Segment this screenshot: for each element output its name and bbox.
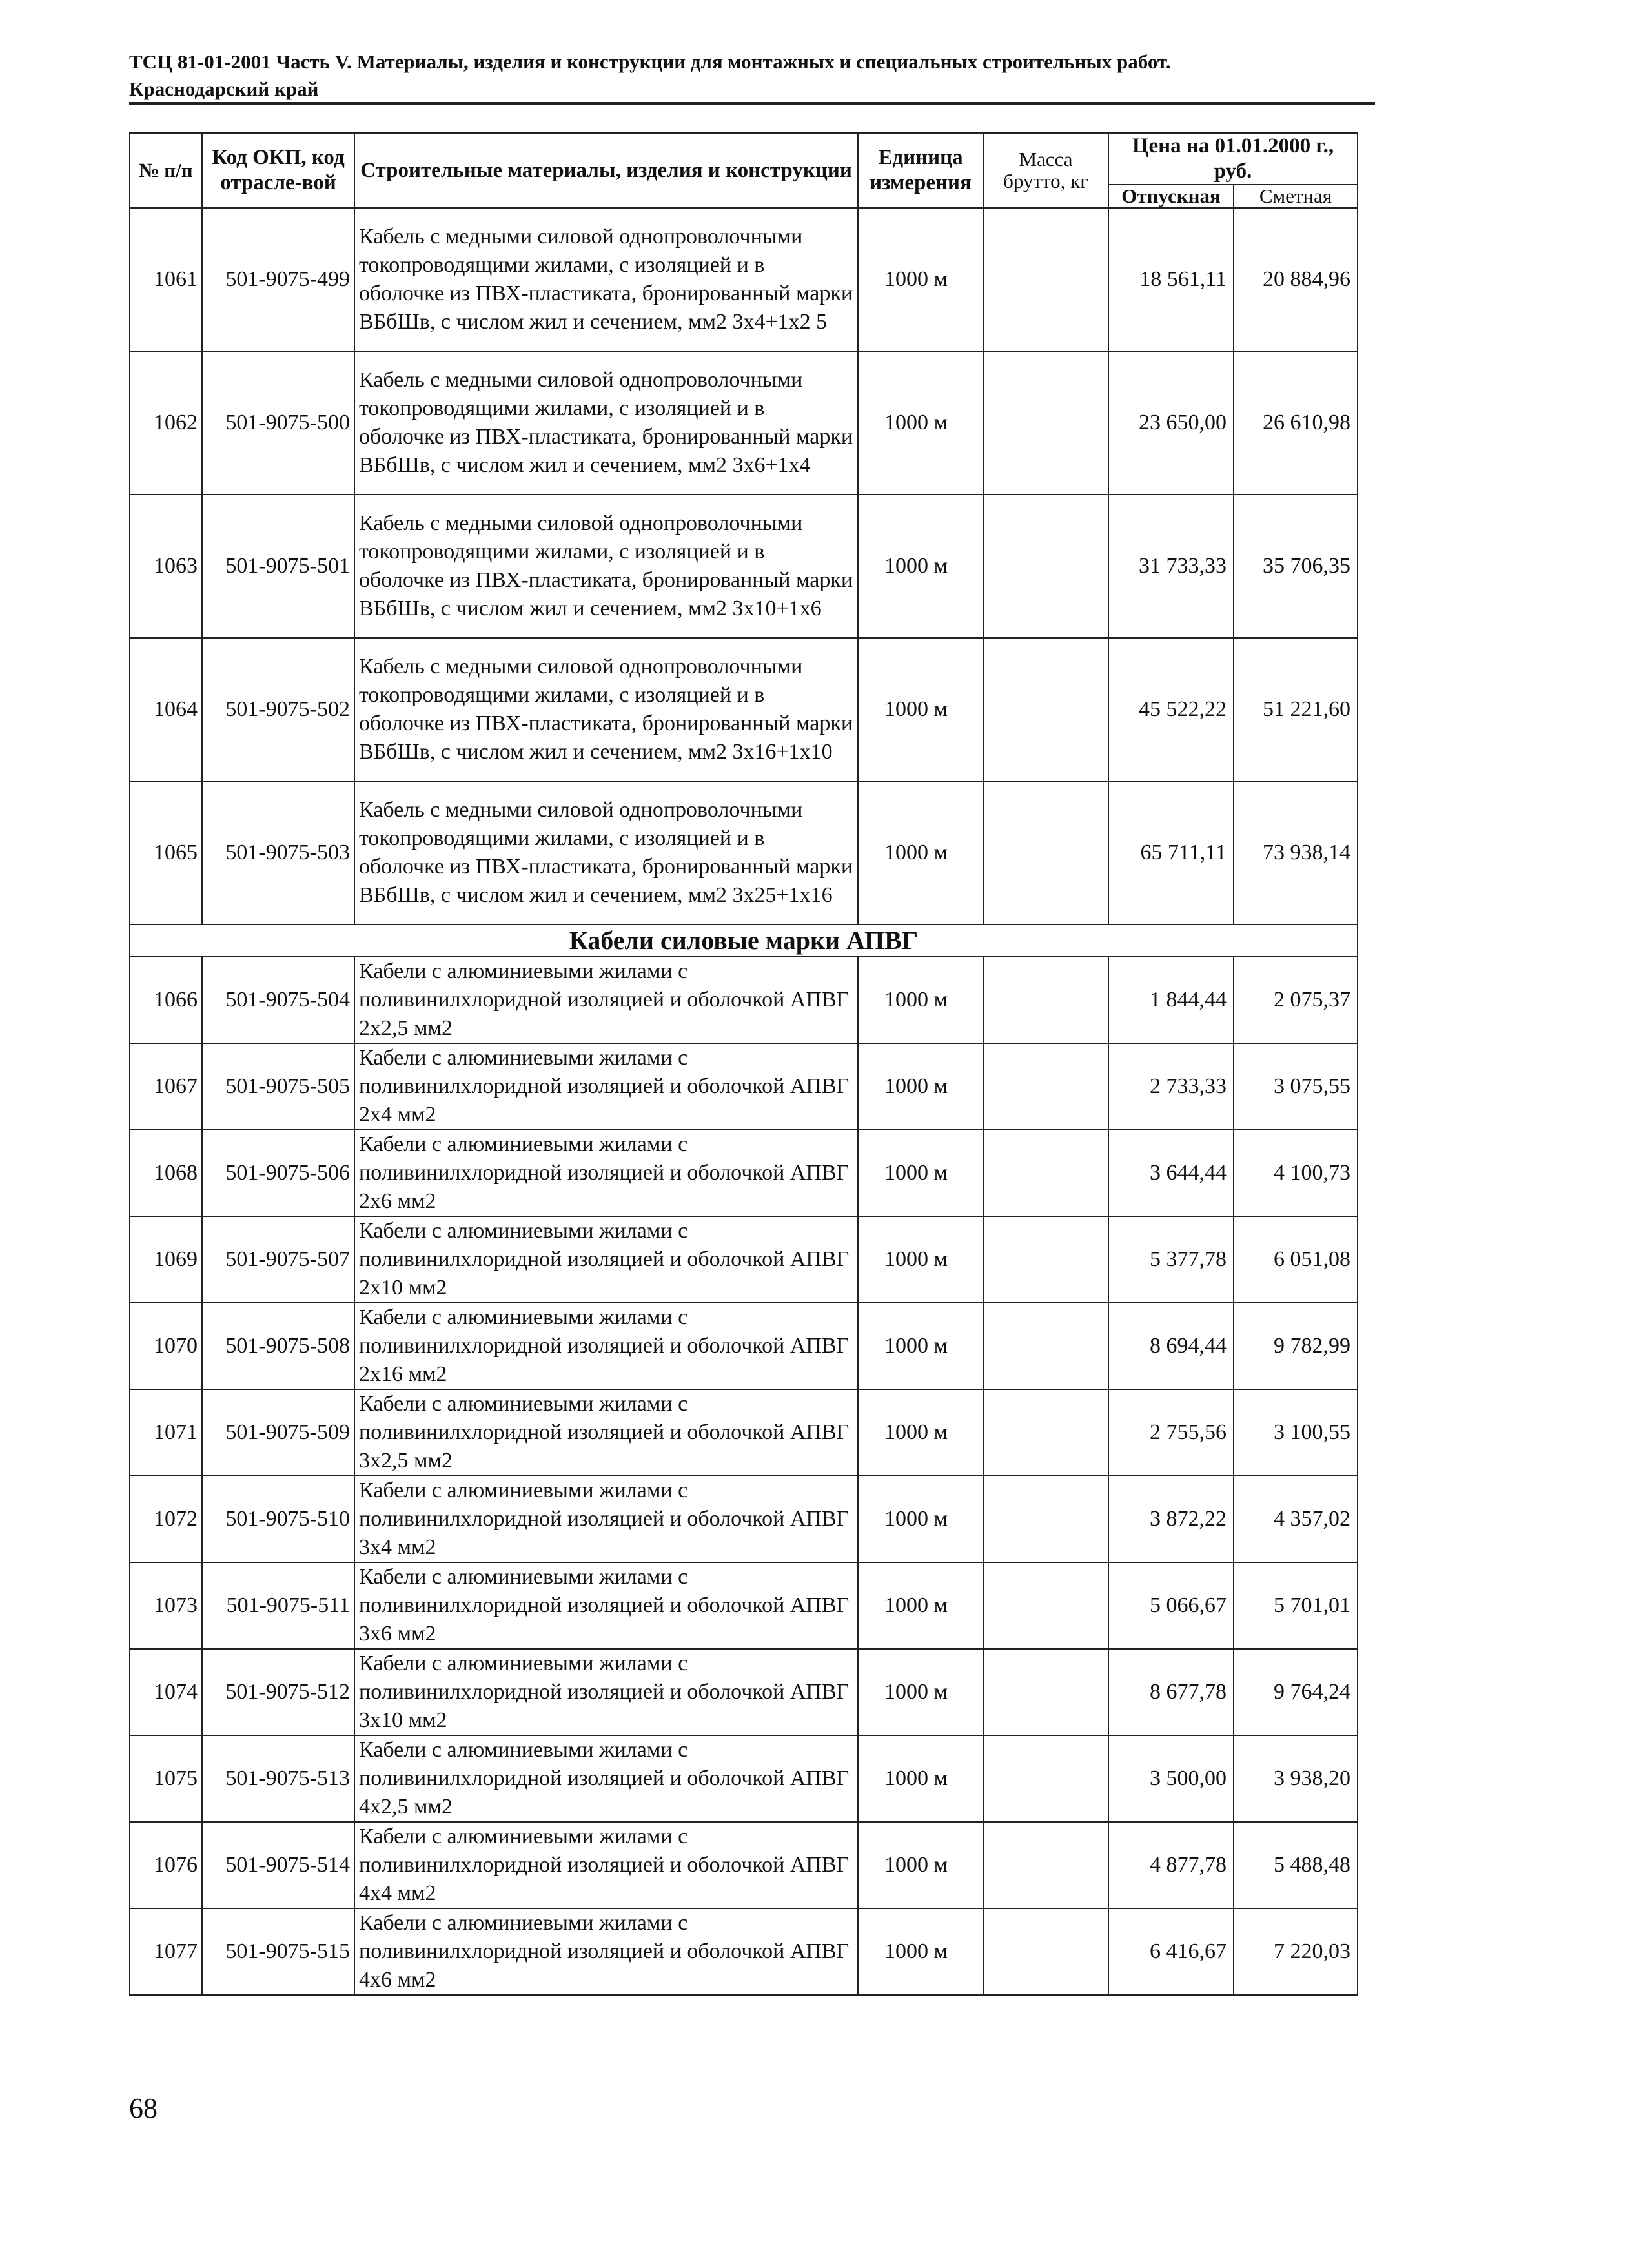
row-mass [983,1303,1108,1389]
col-header-unit: Единица измерения [858,133,983,208]
row-mass [983,1735,1108,1822]
row-price-estimate: 26 610,98 [1234,351,1358,495]
row-number: 1062 [130,351,202,495]
row-description: Кабели с алюминиевыми жилами с поливинилхлоридной изоляцией и оболочкой АПВГ 3х6 мм2 [354,1562,858,1649]
row-price-estimate: 4 357,02 [1234,1476,1358,1562]
row-unit: 1000 м [858,351,983,495]
row-number: 1075 [130,1735,202,1822]
price-table [129,132,1358,1996]
row-code: 501-9075-501 [202,495,354,638]
table-row [130,495,1358,638]
section-row [130,925,1358,957]
row-price-estimate: 5 488,48 [1234,1822,1358,1908]
row-description: Кабель с медными силовой однопроволочными токопроводящими жилами, с изоляцией и в оболочке из ПВХ-пластиката, бронированный марки ВБбШв, с числом жил и сечением, мм2 3х4+1х2 5 [354,208,858,351]
row-description: Кабели с алюминиевыми жилами с поливинилхлоридной изоляцией и оболочкой АПВГ 2х16 мм2 [354,1303,858,1389]
col-header-name: Строительные материалы, изделия и конструкции [354,133,858,208]
row-price-estimate: 6 051,08 [1234,1216,1358,1303]
row-code: 501-9075-515 [202,1908,354,1995]
row-mass [983,1216,1108,1303]
row-unit: 1000 м [858,1389,983,1476]
row-price-release: 3 872,22 [1108,1476,1234,1562]
row-price-release: 65 711,11 [1108,781,1234,925]
row-code: 501-9075-510 [202,1476,354,1562]
row-unit: 1000 м [858,495,983,638]
row-code: 501-9075-514 [202,1822,354,1908]
row-code: 501-9075-499 [202,208,354,351]
row-unit: 1000 м [858,1303,983,1389]
table-row [130,1303,1358,1389]
row-description: Кабель с медными силовой однопроволочными токопроводящими жилами, с изоляцией и в оболочке из ПВХ-пластиката, бронированный марки ВБбШв, с числом жил и сечением, мм2 3х25+1х16 [354,781,858,925]
row-price-release: 4 877,78 [1108,1822,1234,1908]
row-number: 1068 [130,1130,202,1216]
row-mass [983,1130,1108,1216]
row-description: Кабели с алюминиевыми жилами с поливинилхлоридной изоляцией и оболочкой АПВГ 4х6 мм2 [354,1908,858,1995]
table-row [130,1822,1358,1908]
row-code: 501-9075-508 [202,1303,354,1389]
row-mass [983,957,1108,1043]
row-code: 501-9075-509 [202,1389,354,1476]
row-price-release: 3 644,44 [1108,1130,1234,1216]
table-row [130,1735,1358,1822]
row-price-release: 6 416,67 [1108,1908,1234,1995]
row-unit: 1000 м [858,957,983,1043]
table-head [130,133,1358,208]
row-price-estimate: 2 075,37 [1234,957,1358,1043]
table-row [130,638,1358,781]
row-number: 1067 [130,1043,202,1130]
row-unit: 1000 м [858,638,983,781]
col-header-num: № п/п [130,133,202,208]
row-description: Кабели с алюминиевыми жилами с поливинилхлоридной изоляцией и оболочкой АПВГ 2х4 мм2 [354,1043,858,1130]
row-price-release: 1 844,44 [1108,957,1234,1043]
row-price-release: 5 066,67 [1108,1562,1234,1649]
col-header-mass: Масса брутто, кг [983,133,1108,208]
row-description: Кабели с алюминиевыми жилами с поливинилхлоридной изоляцией и оболочкой АПВГ 2х2,5 мм2 [354,957,858,1043]
table-row [130,1130,1358,1216]
row-description: Кабели с алюминиевыми жилами с поливинилхлоридной изоляцией и оболочкой АПВГ 3х4 мм2 [354,1476,858,1562]
table-row [130,781,1358,925]
row-mass [983,208,1108,351]
row-price-estimate: 3 938,20 [1234,1735,1358,1822]
row-mass [983,1822,1108,1908]
row-price-release: 5 377,78 [1108,1216,1234,1303]
row-price-estimate: 35 706,35 [1234,495,1358,638]
row-code: 501-9075-502 [202,638,354,781]
row-description: Кабели с алюминиевыми жилами с поливинилхлоридной изоляцией и оболочкой АПВГ 3х2,5 мм2 [354,1389,858,1476]
row-price-estimate: 51 221,60 [1234,638,1358,781]
row-price-estimate: 73 938,14 [1234,781,1358,925]
row-price-release: 31 733,33 [1108,495,1234,638]
row-number: 1071 [130,1389,202,1476]
row-description: Кабели с алюминиевыми жилами с поливинилхлоридной изоляцией и оболочкой АПВГ 2х10 мм2 [354,1216,858,1303]
header-region: Краснодарский край [129,77,319,100]
row-code: 501-9075-513 [202,1735,354,1822]
row-price-estimate: 20 884,96 [1234,208,1358,351]
row-mass [983,1389,1108,1476]
row-mass [983,495,1108,638]
row-number: 1063 [130,495,202,638]
table-row [130,208,1358,351]
row-mass [983,1476,1108,1562]
table-row [130,1043,1358,1130]
row-mass [983,781,1108,925]
row-unit: 1000 м [858,1216,983,1303]
row-price-estimate: 9 764,24 [1234,1649,1358,1735]
row-price-release: 18 561,11 [1108,208,1234,351]
row-mass [983,1562,1108,1649]
row-price-release: 45 522,22 [1108,638,1234,781]
row-number: 1069 [130,1216,202,1303]
row-description: Кабель с медными силовой однопроволочными токопроводящими жилами, с изоляцией и в оболочке из ПВХ-пластиката, бронированный марки ВБбШв, с числом жил и сечением, мм2 3х16+1х10 [354,638,858,781]
col-header-code: Код ОКП, код отрасле-вой [202,133,354,208]
col-header-price-group: Цена на 01.01.2000 г., руб. [1108,133,1358,185]
row-unit: 1000 м [858,1822,983,1908]
row-number: 1064 [130,638,202,781]
table-row [130,1649,1358,1735]
row-unit: 1000 м [858,1735,983,1822]
row-number: 1061 [130,208,202,351]
row-unit: 1000 м [858,1130,983,1216]
row-number: 1073 [130,1562,202,1649]
row-price-release: 3 500,00 [1108,1735,1234,1822]
row-code: 501-9075-511 [202,1562,354,1649]
table-row [130,1476,1358,1562]
row-code: 501-9075-505 [202,1043,354,1130]
row-unit: 1000 м [858,1043,983,1130]
row-number: 1065 [130,781,202,925]
section-title: Кабели силовые марки АПВГ [130,925,1358,957]
row-unit: 1000 м [858,1908,983,1995]
row-price-estimate: 3 100,55 [1234,1389,1358,1476]
row-code: 501-9075-507 [202,1216,354,1303]
col-header-price-estimate: Сметная [1234,185,1358,208]
col-header-price-release: Отпускная [1108,185,1234,208]
row-mass [983,351,1108,495]
row-mass [983,1043,1108,1130]
row-price-estimate: 5 701,01 [1234,1562,1358,1649]
header-title: ТСЦ 81-01-2001 Часть V. Материалы, изделия и конструкции для монтажных и специальных строительных работ. [129,50,1171,73]
row-description: Кабель с медными силовой однопроволочными токопроводящими жилами, с изоляцией и в оболочке из ПВХ-пластиката, бронированный марки ВБбШв, с числом жил и сечением, мм2 3х6+1х4 [354,351,858,495]
section-body [130,925,1358,957]
row-price-release: 8 694,44 [1108,1303,1234,1389]
row-number: 1077 [130,1908,202,1995]
table-body-group2 [130,957,1358,1995]
table-row [130,1216,1358,1303]
row-description: Кабели с алюминиевыми жилами с поливинилхлоридной изоляцией и оболочкой АПВГ 4х4 мм2 [354,1822,858,1908]
row-unit: 1000 м [858,1649,983,1735]
table-row [130,351,1358,495]
row-unit: 1000 м [858,1562,983,1649]
row-description: Кабели с алюминиевыми жилами с поливинилхлоридной изоляцией и оболочкой АПВГ 2х6 мм2 [354,1130,858,1216]
row-code: 501-9075-506 [202,1130,354,1216]
header-divider [129,102,1375,105]
table-row [130,1562,1358,1649]
document-header [129,48,1375,103]
row-unit: 1000 м [858,781,983,925]
row-price-estimate: 7 220,03 [1234,1908,1358,1995]
row-unit: 1000 м [858,208,983,351]
row-code: 501-9075-512 [202,1649,354,1735]
row-price-estimate: 4 100,73 [1234,1130,1358,1216]
row-price-estimate: 3 075,55 [1234,1043,1358,1130]
table-row [130,1908,1358,1995]
row-number: 1070 [130,1303,202,1389]
page-number: 68 [129,2092,158,2124]
row-description: Кабель с медными силовой однопроволочными токопроводящими жилами, с изоляцией и в оболочке из ПВХ-пластиката, бронированный марки ВБбШв, с числом жил и сечением, мм2 3х10+1х6 [354,495,858,638]
row-price-estimate: 9 782,99 [1234,1303,1358,1389]
row-price-release: 23 650,00 [1108,351,1234,495]
row-mass [983,638,1108,781]
row-mass [983,1649,1108,1735]
row-code: 501-9075-500 [202,351,354,495]
table-row [130,1389,1358,1476]
row-description: Кабели с алюминиевыми жилами с поливинилхлоридной изоляцией и оболочкой АПВГ 3х10 мм2 [354,1649,858,1735]
table-row [130,957,1358,1043]
row-unit: 1000 м [858,1476,983,1562]
row-code: 501-9075-503 [202,781,354,925]
row-mass [983,1908,1108,1995]
row-description: Кабели с алюминиевыми жилами с поливинилхлоридной изоляцией и оболочкой АПВГ 4х2,5 мм2 [354,1735,858,1822]
row-number: 1076 [130,1822,202,1908]
row-number: 1066 [130,957,202,1043]
row-number: 1072 [130,1476,202,1562]
row-code: 501-9075-504 [202,957,354,1043]
row-price-release: 2 755,56 [1108,1389,1234,1476]
row-price-release: 2 733,33 [1108,1043,1234,1130]
table-body-group1 [130,208,1358,925]
row-price-release: 8 677,78 [1108,1649,1234,1735]
row-number: 1074 [130,1649,202,1735]
